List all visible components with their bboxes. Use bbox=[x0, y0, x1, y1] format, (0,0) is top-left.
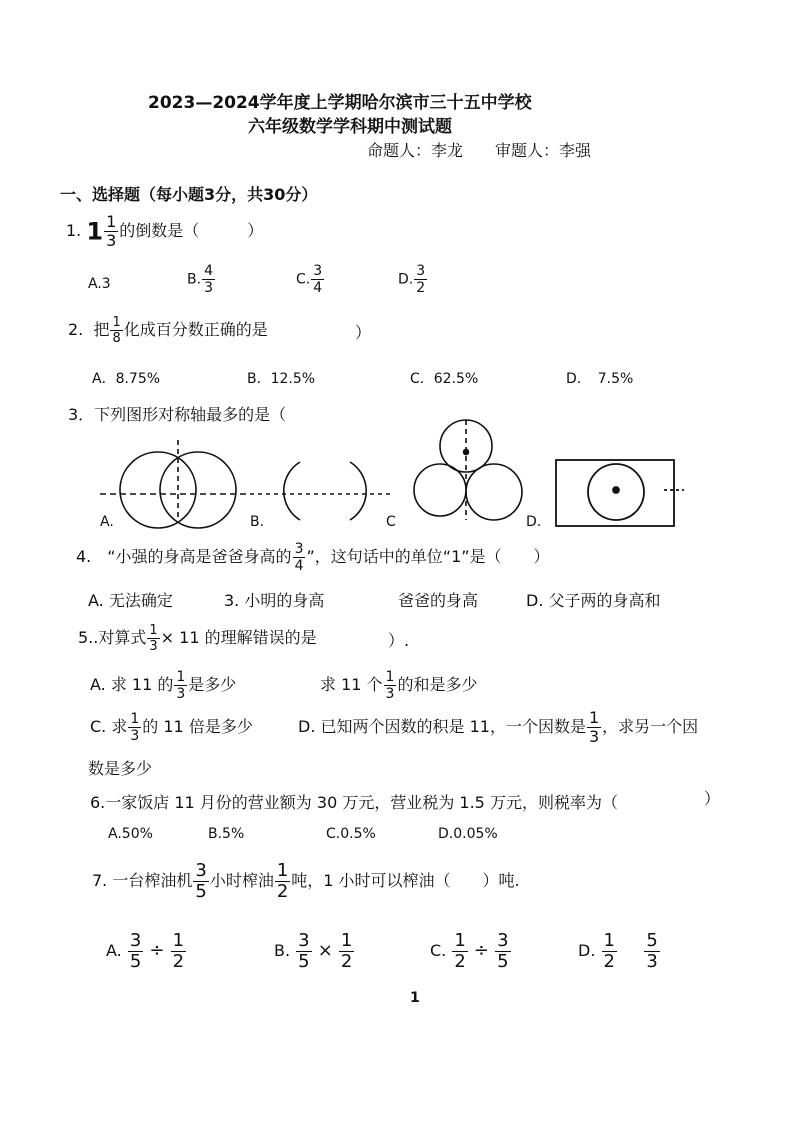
option-c: C. $\frac{1}{2}$ ÷ $\frac{3}{5}$ bbox=[430, 930, 509, 972]
option-c: C. 求 $\frac{1}{3}$ 的 11 倍是多少 bbox=[90, 711, 253, 744]
option-a: A. 求 11 的 $\frac{1}{3}$ 是多少 bbox=[90, 669, 237, 702]
figure-c bbox=[414, 420, 522, 520]
option-d: D. $\frac{3}{2}$ bbox=[398, 263, 426, 296]
option-a: A．8.75% bbox=[92, 371, 161, 387]
option-b: B. bbox=[250, 514, 265, 530]
option-a: A.50% bbox=[108, 826, 153, 842]
option-b: B．12.5% bbox=[247, 371, 316, 387]
paren: ） bbox=[355, 323, 372, 342]
option-c: C.0.5% bbox=[326, 826, 376, 842]
option-b: B.5% bbox=[208, 826, 245, 842]
question-7: 7. 一台榨油机 $\frac{3}{5}$ 小时榨油 $\frac{1}{2}$ 吨，1 小时可以榨油（ ）吨. bbox=[92, 860, 520, 902]
option-d: D. bbox=[526, 514, 542, 530]
option-b: 求 11 个 $\frac{1}{3}$ 的和是多少 bbox=[320, 669, 478, 702]
option-d: D. 已知两个因数的积是 11，一个因数是 $\frac{1}{3}$ ，求另一个因 bbox=[298, 708, 699, 746]
option-c: 爸爸的身高 bbox=[398, 591, 479, 610]
option-a: A. $\frac{3}{5}$ ÷ $\frac{1}{2}$ bbox=[106, 930, 185, 972]
page-number: 1 bbox=[410, 990, 420, 1006]
option-c: C bbox=[386, 514, 396, 530]
option-d: D. 父子两的身高和 bbox=[526, 591, 661, 610]
option-b: B. $\frac{4}{3}$ bbox=[187, 263, 213, 296]
option-a: A. 无法确定 bbox=[88, 591, 173, 610]
denominator: 3 bbox=[106, 231, 117, 250]
option-d: D.0.05% bbox=[438, 826, 498, 842]
question-6: 6.一家饭店 11 月份的营业额为 30 万元，营业税为 1.5 万元，则税率为（ bbox=[90, 793, 618, 812]
exam-title: 2023—2024学年度上学期哈尔滨市三十五中学校 bbox=[148, 93, 532, 113]
section-heading: 一、选择题（每小题3分，共30分） bbox=[60, 185, 318, 204]
option-c: C. $\frac{3}{4}$ bbox=[296, 263, 323, 296]
option-c: C．62.5% bbox=[410, 371, 479, 387]
question-number: 1. bbox=[66, 221, 82, 240]
option-d: D. $\frac{1}{2}$ $\frac{5}{3}$ bbox=[578, 930, 658, 972]
option-b: B. $\frac{3}{5}$ × $\frac{1}{2}$ bbox=[274, 930, 353, 972]
numerator: 1 bbox=[106, 212, 117, 231]
question-3: 3．下列图形对称轴最多的是（ bbox=[68, 405, 287, 424]
question-text: 的倒数是（ ） bbox=[119, 221, 264, 240]
exam-subtitle: 六年级数学学科期中测试题 bbox=[248, 117, 452, 137]
figure-b bbox=[250, 462, 390, 520]
paren: ）. bbox=[388, 631, 410, 650]
mixed-whole: 1 bbox=[86, 217, 104, 246]
option-a: A.3 bbox=[88, 276, 111, 292]
option-b: 3. 小明的身高 bbox=[224, 591, 325, 610]
option-d: D． 7.5% bbox=[566, 371, 634, 387]
option-a: A. bbox=[100, 514, 114, 530]
question-2: 2. 把 $\frac{1}{8}$ 化成百分数正确的是 bbox=[68, 315, 268, 346]
figure-d bbox=[556, 460, 684, 526]
exam-authors: 命题人：李龙 审题人：李强 bbox=[367, 141, 592, 160]
question-4: 4. “小强的身高是爸爸身高的 $\frac{3}{4}$ ”，这句话中的单位“1”是（ ） bbox=[76, 541, 550, 574]
figure-a bbox=[100, 440, 250, 528]
paren: ） bbox=[704, 789, 721, 808]
question-5: 5..对算式 $\frac{1}{3}$ × 11 的理解错误的是 bbox=[78, 623, 317, 654]
option-d-continued: 数是多少 bbox=[88, 759, 153, 778]
